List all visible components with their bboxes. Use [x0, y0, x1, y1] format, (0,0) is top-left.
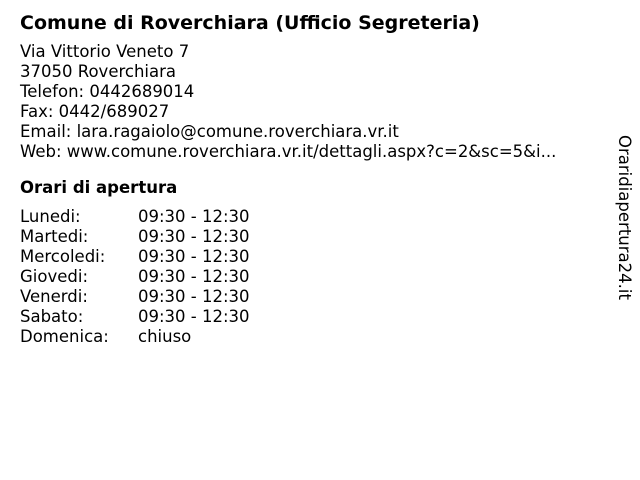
hours-value: 09:30 - 12:30 — [138, 267, 250, 286]
hours-row — [20, 247, 250, 267]
day-label: Lunedi: — [20, 207, 81, 226]
postal-city: 37050 Roverchiara — [20, 62, 177, 81]
hours-row — [20, 307, 250, 327]
hours-row — [20, 327, 250, 347]
hours-value: 09:30 - 12:30 — [138, 247, 250, 266]
opening-hours-table — [20, 207, 250, 347]
day-label: Martedi: — [20, 227, 89, 246]
hours-row — [20, 227, 250, 247]
hours-row — [20, 267, 250, 287]
day-label: Sabato: — [20, 307, 84, 326]
day-label: Venerdi: — [20, 287, 88, 306]
office-title: Comune di Roverchiara (Ufficio Segreteria) — [20, 12, 480, 34]
hours-row — [20, 207, 250, 227]
hours-value: 09:30 - 12:30 — [138, 227, 250, 246]
day-label: Domenica: — [20, 327, 109, 346]
day-label: Mercoledi: — [20, 247, 106, 266]
hours-value: chiuso — [138, 327, 192, 346]
email-address: Email: lara.ragaiolo@comune.roverchiara.vr.it — [20, 122, 399, 141]
opening-hours-title: Orari di apertura — [20, 178, 178, 197]
hours-value: 09:30 - 12:30 — [138, 307, 250, 326]
hours-row — [20, 287, 250, 307]
day-label: Giovedi: — [20, 267, 88, 286]
website-url: Web: www.comune.roverchiara.vr.it/dettagli.aspx?c=2&sc=5&i... — [20, 142, 557, 161]
street-address: Via Vittorio Veneto 7 — [20, 42, 190, 61]
fax-number: Fax: 0442/689027 — [20, 102, 170, 121]
hours-value: 09:30 - 12:30 — [138, 287, 250, 306]
hours-value: 09:30 - 12:30 — [138, 207, 250, 226]
address-block — [20, 42, 600, 162]
phone-number: Telefon: 0442689014 — [20, 82, 195, 101]
office-card — [20, 10, 600, 347]
site-watermark: Oraridiapertura24.it — [615, 135, 634, 300]
